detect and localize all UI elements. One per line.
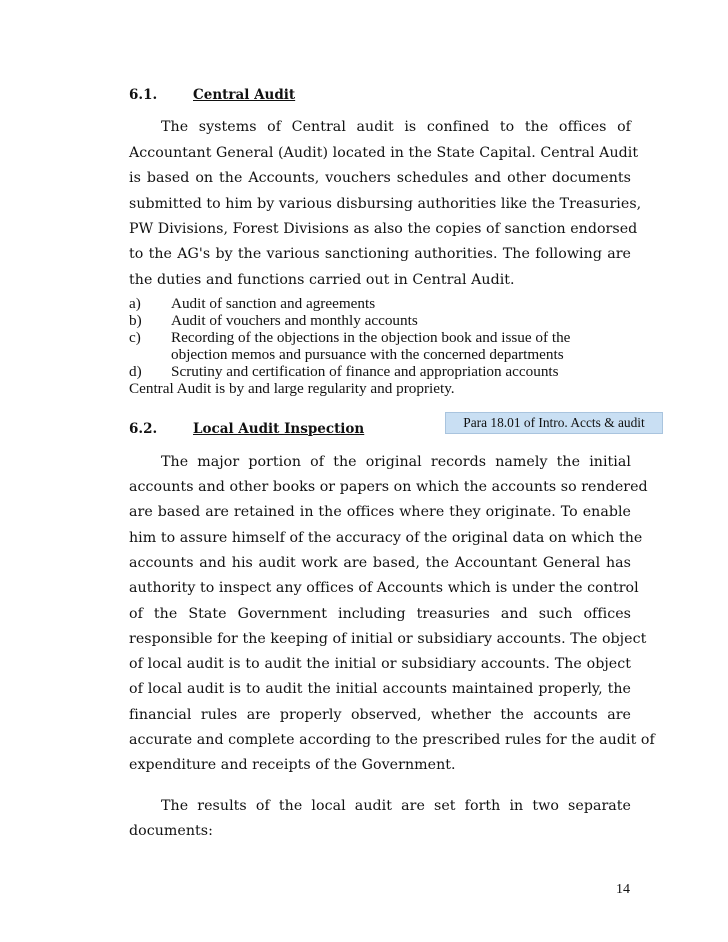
section-6-1-number: 6.1. (129, 87, 158, 103)
paragraph-line: The major portion of the original records namely the initial (161, 454, 631, 470)
paragraph-line: expenditure and receipts of the Government. (129, 757, 456, 773)
section-6-2-number: 6.2. (129, 421, 158, 437)
paragraph-line: the duties and functions carried out in Central Audit. (129, 272, 515, 288)
paragraph-line: of local audit is to audit the initial accounts maintained properly, the (129, 681, 631, 697)
paragraph-line: financial rules are properly observed, whether the accounts are (129, 707, 631, 723)
list-item-text: objection memos and pursuance with the concerned departments (171, 346, 564, 363)
paragraph-line: documents: (129, 823, 213, 839)
section-6-1-title: Central Audit (193, 87, 296, 103)
list-item-label: c) (129, 329, 141, 346)
paragraph-line: him to assure himself of the accuracy of the original data on which the (129, 530, 643, 546)
list-item-text: Audit of sanction and agreements (171, 295, 376, 312)
reference-note: Para 18.01 of Intro. Accts & audit (445, 412, 663, 434)
list-item-label: d) (129, 363, 142, 380)
closing-line: Central Audit is by and large regularity and propriety. (129, 380, 455, 397)
paragraph-line: accounts and other books or papers on which the accounts so rendered (129, 479, 648, 495)
paragraph-line: is based on the Accounts, vouchers schedules and other documents (129, 170, 631, 186)
paragraph-line: accurate and complete according to the prescribed rules for the audit of (129, 732, 655, 748)
paragraph-line: accounts and his audit work are based, the Accountant General has (129, 555, 631, 571)
list-item-text: Recording of the objections in the objection book and issue of the (171, 329, 571, 346)
paragraph-line: of local audit is to audit the initial or subsidiary accounts. The object (129, 656, 631, 672)
paragraph-line: PW Divisions, Forest Divisions as also the copies of sanction endorsed (129, 221, 638, 237)
paragraph-line: are based are retained in the offices where they originate. To enable (129, 504, 631, 520)
paragraph-line: of the State Government including treasuries and such offices (129, 606, 631, 622)
paragraph-line: authority to inspect any offices of Accounts which is under the control (129, 580, 639, 596)
list-item-label: b) (129, 312, 142, 329)
page-number: 14 (616, 882, 630, 897)
list-item-text: Scrutiny and certification of finance and appropriation accounts (171, 363, 559, 380)
paragraph-line: The systems of Central audit is confined to the offices of (161, 119, 631, 135)
paragraph-line: The results of the local audit are set forth in two separate (161, 798, 631, 814)
list-item-text: Audit of vouchers and monthly accounts (171, 312, 418, 329)
paragraph-line: Accountant General (Audit) located in the State Capital. Central Audit (129, 145, 639, 161)
paragraph-line: responsible for the keeping of initial or subsidiary accounts. The object (129, 631, 647, 647)
paragraph-line: to the AG's by the various sanctioning authorities. The following are (129, 246, 631, 262)
section-6-2-title: Local Audit Inspection (193, 421, 365, 437)
list-item-label: a) (129, 295, 141, 312)
paragraph-line: submitted to him by various disbursing authorities like the Treasuries, (129, 196, 642, 212)
